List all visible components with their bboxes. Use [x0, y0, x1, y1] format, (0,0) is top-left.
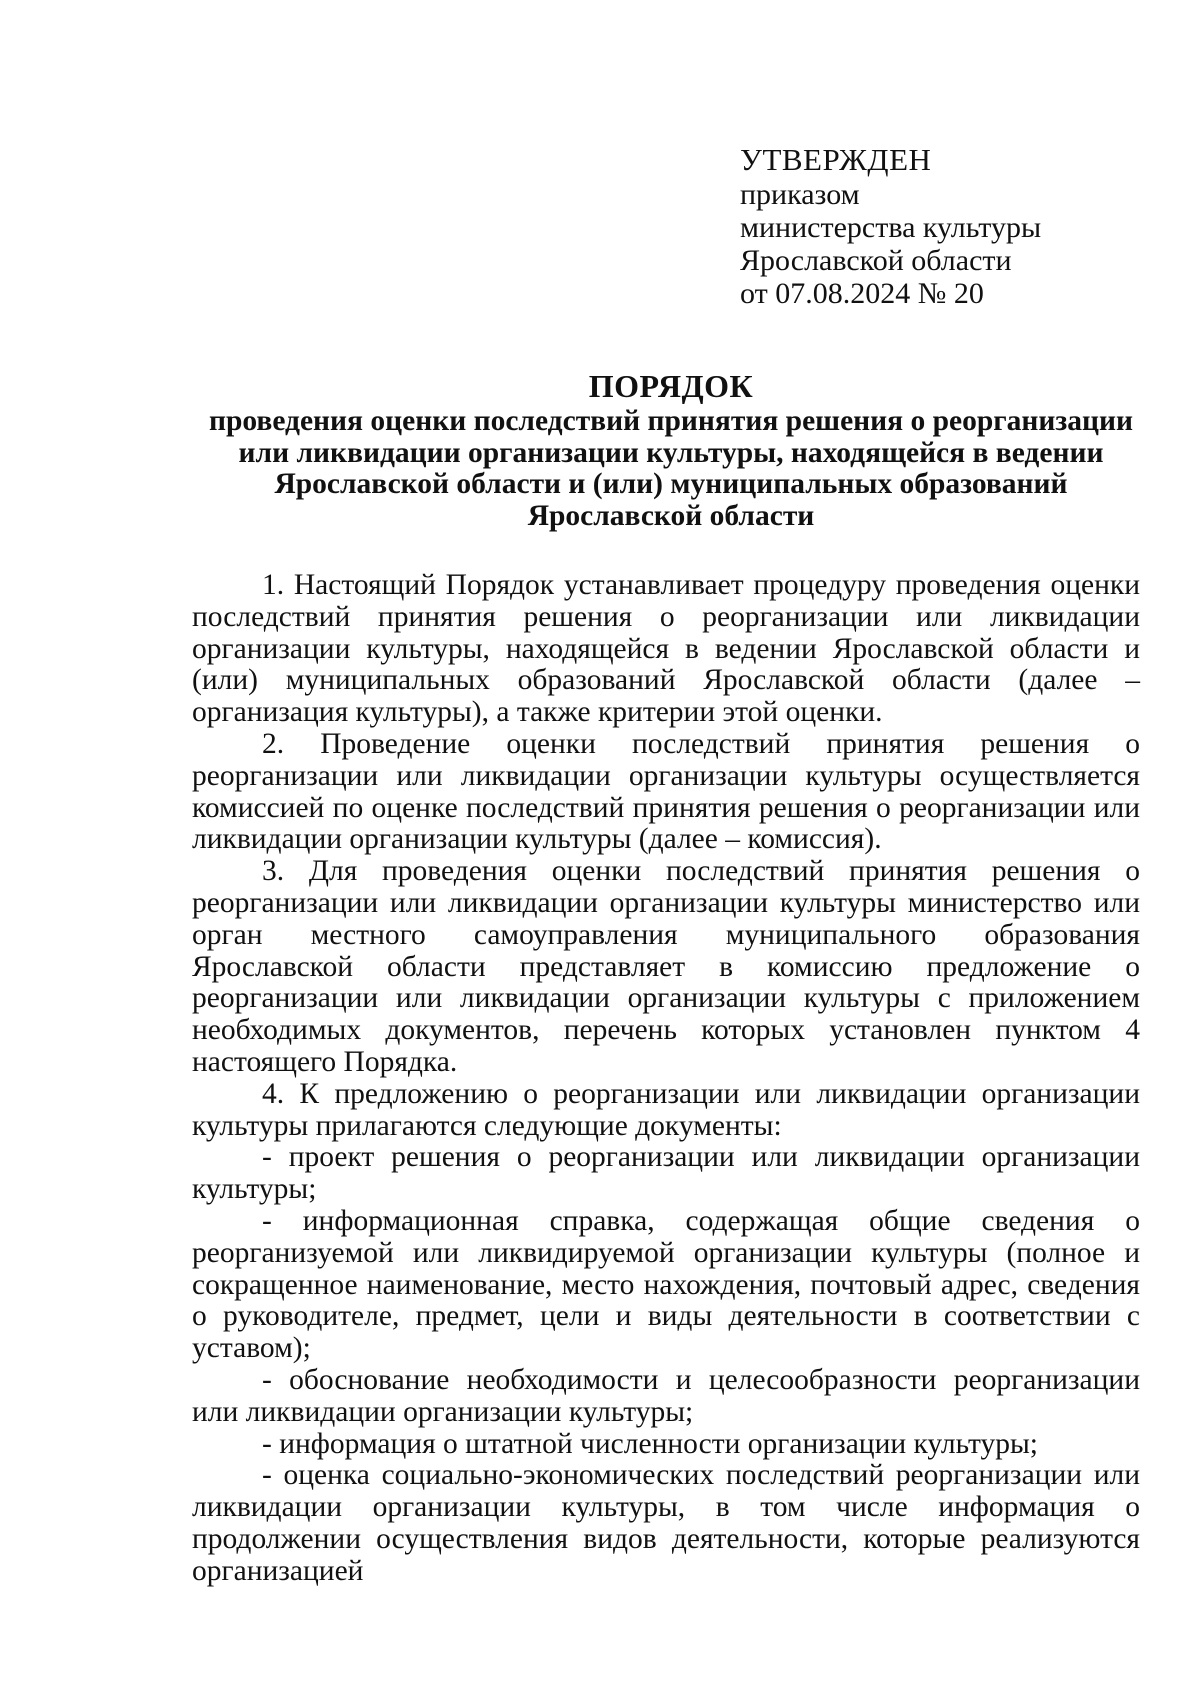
approval-stamp-block	[740, 143, 1041, 310]
approval-line-region: Ярославской области	[740, 244, 1012, 277]
approval-line-date-number: от 07.08.2024 № 20	[740, 277, 984, 310]
approval-line-ministry: министерства культуры	[740, 211, 1042, 244]
list-item: - информационная справка, содержащая общие сведения о реорганизуемой или ликвидируемой организации культуры (полное и сокращенное наименование, место нахождения, почтовый адрес, сведения о руководителе, предмет, цели и виды деятельности в соответствии с уставом);	[192, 1204, 1140, 1365]
paragraph-2: 2. Проведение оценки последствий принятия решения о реорганизации или ликвидации организации культуры осуществляется комиссией по оценке последствий принятия решения о реорганизации или ликвидации организации культуры (далее – комиссия).	[192, 727, 1140, 856]
paragraph-3: 3. Для проведения оценки последствий принятия решения о реорганизации или ликвидации организации культуры министерство или орган местного самоуправления муниципального образования Ярославской области представляет в комиссию предложение о реорганизации или ликвидации организации культуры с приложением необходимых документов, перечень которых установлен пунктом 4 настоящего Порядка.	[192, 855, 1140, 1078]
document-title-block	[196, 367, 1146, 532]
document-title: ПОРЯДОК	[588, 368, 754, 404]
paragraph-4: 4. К предложению о реорганизации или ликвидации организации культуры прилагаются следующие документы:	[192, 1077, 1140, 1142]
list-item: - обоснование необходимости и целесообразности реорганизации или ликвидации организации культуры;	[192, 1363, 1140, 1428]
list-item: - проект решения о реорганизации или ликвидации организации культуры;	[192, 1141, 1140, 1206]
approval-heading: УТВЕРЖДЕН	[740, 142, 932, 177]
document-body	[192, 570, 1140, 1588]
approval-line-order: приказом	[740, 178, 860, 211]
paragraph-1: 1. Настоящий Порядок устанавливает процедуру проведения оценки последствий принятия решения о реорганизации или ликвидации организации культуры, находящейся в ведении Ярославской области и (или) муниципальных образований Ярославской области (далее – организация культуры), а также критерии этой оценки.	[192, 569, 1140, 729]
list-item: - оценка социально-экономических последствий реорганизации или ликвидации организации культуры, в том числе информация о продолжении осуществления видов деятельности, которые реализуются организацией	[192, 1459, 1140, 1587]
list-item: - информация о штатной численности организации культуры;	[262, 1427, 1038, 1460]
document-subtitle: проведения оценки последствий принятия решения о реорганизации или ликвидации организации культуры, находящейся в ведении Ярославской области и (или) муниципальных образований Ярославской области	[208, 405, 1134, 532]
